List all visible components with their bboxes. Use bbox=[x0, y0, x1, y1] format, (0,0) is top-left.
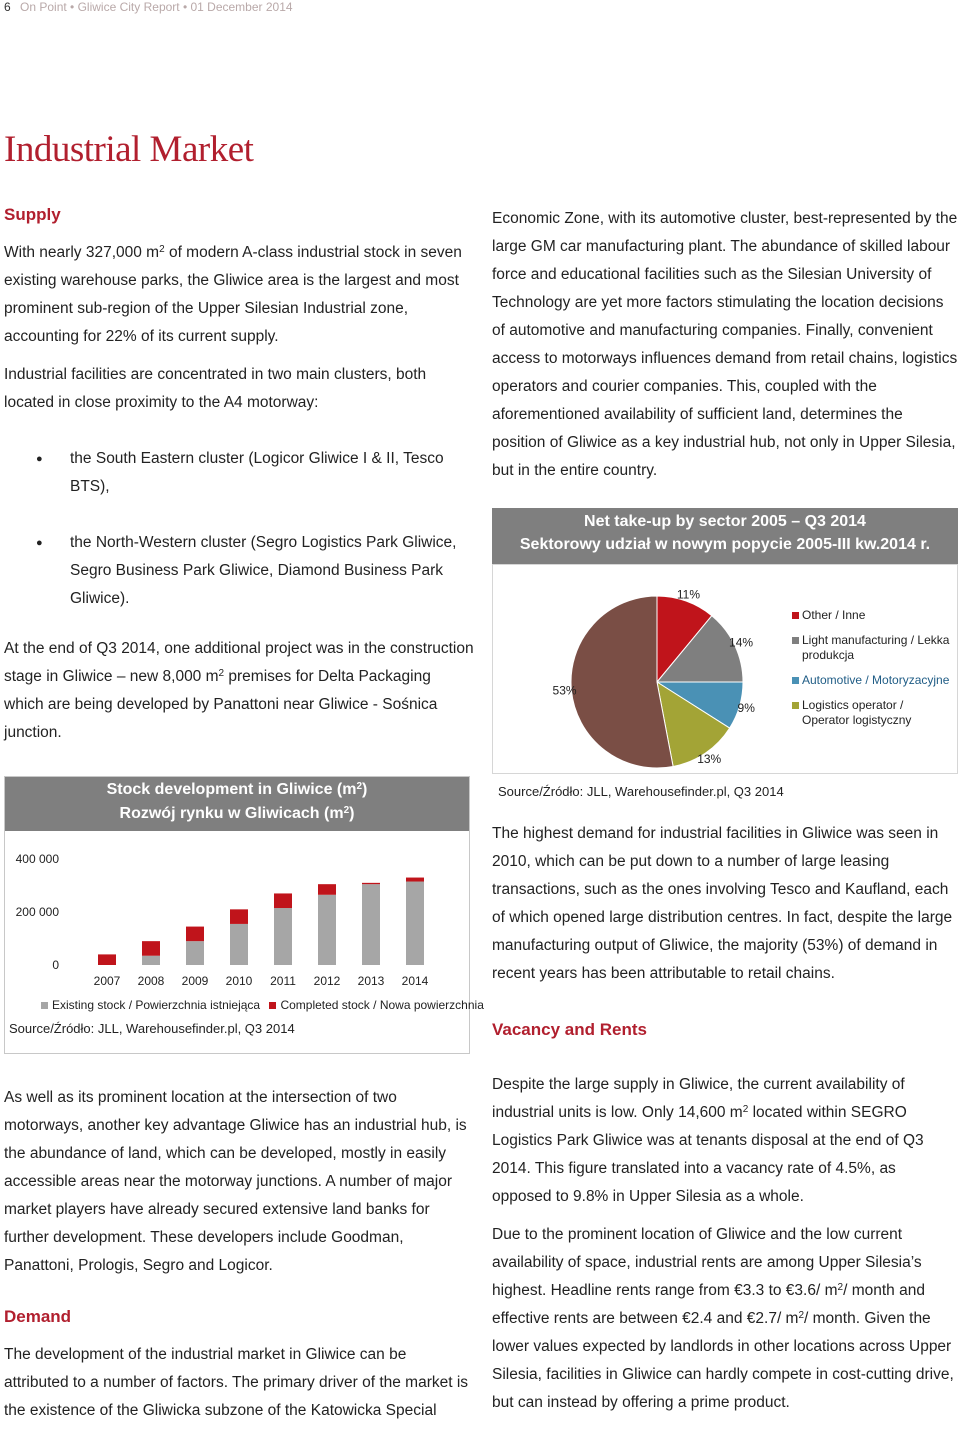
stock-chart-legend bbox=[41, 998, 484, 1012]
pie-slice-label: 11% bbox=[676, 587, 701, 602]
pie-chart-source: Source/Źródło: JLL, Warehousefinder.pl, Q3 2014 bbox=[498, 784, 784, 799]
pie-legend-text: Other / Inne bbox=[802, 608, 866, 622]
vacancy-text bbox=[492, 1071, 958, 1427]
land-paragraph: As well as its prominent location at the intersection of two motorways, another key advantage Gliwice has an industrial hub, is the abundance of land, which can be developed, mostly in easily accessible areas near the motorway junctions. A number of major market players have already secured extensive land banks for further development. These developers include Goodman, Panattoni, Prologis, Segro and Logicor. bbox=[4, 1089, 467, 1274]
pie-slice-label: 13% bbox=[697, 751, 722, 766]
y-tick-label: 400 000 bbox=[15, 852, 59, 866]
pie-chart-title-2: Sektorowy udział w nowym popycie 2005-III kw.2014 r. bbox=[519, 536, 931, 553]
bar-completed-stock bbox=[406, 878, 424, 882]
bar-existing-stock bbox=[406, 882, 424, 965]
x-tick-label: 2013 bbox=[357, 974, 385, 988]
pie-legend-text: produkcja bbox=[802, 648, 855, 662]
demand-text bbox=[4, 1341, 474, 1435]
takeup-pie-chart bbox=[492, 508, 958, 808]
demand-heading: Demand bbox=[4, 1307, 72, 1326]
x-tick-label: 2007 bbox=[93, 974, 121, 988]
list-item: ● the North-Western cluster (Segro Logistics Park Gliwice, Segro Business Park Gliwice, Diamond Business Park Gliwice). bbox=[4, 529, 474, 613]
pie-chart-title-1: Net take-up by sector 2005 – Q3 2014 bbox=[584, 513, 866, 530]
x-tick-label: 2009 bbox=[181, 974, 209, 988]
page-number: 6 bbox=[4, 0, 11, 14]
vacancy-heading: Vacancy and Rents bbox=[492, 1020, 647, 1039]
pie-slice-label: 53% bbox=[552, 683, 577, 698]
supply-paragraph-2: Industrial facilities are concentrated in two main clusters, both located in close proximity to the A4 motorway: bbox=[4, 366, 427, 411]
bullet-icon: ● bbox=[36, 537, 43, 549]
pie-chart-header bbox=[492, 508, 958, 564]
supply-text bbox=[4, 239, 474, 757]
legend-item-existing: Existing stock / Powierzchnia istniejąca bbox=[41, 998, 260, 1012]
y-tick-label: 0 bbox=[52, 958, 59, 972]
demand-analysis-paragraph: The highest demand for industrial facilities in Gliwice was seen in 2010, which can be put down to a number of large leasing transactions, such as the ones involving Tesco and Kaufland, each of which opened large distribution centres. In fact, despite the large manufacturing output of Gliwice, the majority (53%) of demand in recent years has been attributable to retail chains. bbox=[492, 825, 953, 982]
x-tick-label: 2011 bbox=[270, 974, 296, 988]
list-item: ● the South Eastern cluster (Logicor Gliwice I & II, Tesco BTS), bbox=[4, 445, 474, 501]
pie-slice-label: 9% bbox=[737, 700, 755, 715]
pie-legend-text: Light manufacturing / Lekka bbox=[802, 633, 950, 647]
economic-zone-text bbox=[492, 205, 958, 495]
supply-paragraph-3: At the end of Q3 2014, one additional project was in the construction stage in Gliwice – new 8,000 $m^2$ premises for Delta Packaging which are being developed by Panattoni near Gliwice - Sośnica junction. bbox=[4, 640, 474, 741]
x-tick-label: 2010 bbox=[225, 974, 253, 988]
pie-slice-label: 14% bbox=[729, 635, 754, 650]
x-tick-label: 2012 bbox=[313, 974, 341, 988]
bar-completed-stock bbox=[318, 884, 336, 895]
x-tick-label: 2008 bbox=[137, 974, 165, 988]
vacancy-paragraph-2: Due to the prominent location of Gliwice and the low current availability of space, industrial rents are among Upper Silesia’s highest. Headline rents range from €3.3 to €3.6/ $m^2/$ month and effective rents are between €2.4 and €2.7/ $m^2/$ month. Given the lower values expected by landlords in other locations across Upper Silesia, facilities in Gliwice can hardly compete in cost-cutting drive, but can instead by offering a prime product. bbox=[492, 1226, 954, 1411]
supply-paragraph-1: With nearly 327,000 $m^2$ of modern A-class industrial stock in seven existing warehouse parks, the Gliwice area is the largest and most prominent sub-region of the Upper Silesian Industrial zone, accounting for 22% of its current supply. bbox=[4, 244, 462, 345]
page-title: Industrial Market bbox=[4, 129, 254, 170]
bar-existing-stock bbox=[230, 924, 248, 965]
pie-legend-item bbox=[792, 608, 952, 623]
stock-chart-title-2: Rozwój rynku w Gliwicach $(m^2)$ bbox=[119, 805, 355, 822]
economic-zone-paragraph: Economic Zone, with its automotive cluster, best-represented by the large GM car manufacturing plant. The abundance of skilled labour force and educational facilities such as the Silesian University of Technology are yet more factors stimulating the location decisions of automotive and manufacturing companies. Finally, convenient access to motorways influences demand from retail chains, logistics operators and courier companies. This, coupled with the aforementioned availability of sufficient land, determines the position of Gliwice as a key industrial hub, not only in Upper Silesia, but in the entire country. bbox=[492, 210, 958, 479]
pie-slices bbox=[571, 596, 743, 768]
stock-chart-header bbox=[5, 777, 469, 831]
demand-analysis-text bbox=[492, 820, 958, 998]
bar-completed-stock bbox=[274, 893, 292, 908]
bullet-icon: ● bbox=[36, 453, 43, 465]
running-title: On Point • Gliwice City Report • 01 December 2014 bbox=[20, 0, 293, 14]
cluster-list bbox=[4, 445, 474, 613]
legend-swatch bbox=[792, 677, 799, 684]
pie-legend-text: Operator logistyczny bbox=[802, 713, 912, 727]
bar-completed-stock bbox=[142, 941, 160, 956]
pie-chart-legend bbox=[792, 608, 952, 738]
legend-swatch bbox=[41, 1002, 48, 1009]
bar-completed-stock bbox=[362, 883, 380, 884]
demand-paragraph: The development of the industrial market in Gliwice can be attributed to a number of factors. The primary driver of the market is the existence of the Gliwicka subzone of the Katowicka Special bbox=[4, 1346, 469, 1419]
bar-existing-stock bbox=[142, 956, 160, 965]
bar-completed-stock bbox=[186, 927, 204, 942]
bar-series bbox=[98, 878, 424, 965]
pie-legend-item bbox=[792, 673, 952, 688]
pie-legend-item bbox=[792, 633, 952, 663]
bar-existing-stock bbox=[274, 908, 292, 965]
bar-existing-stock bbox=[186, 941, 204, 965]
bar-completed-stock bbox=[98, 954, 116, 965]
stock-chart-source: Source/Źródło: JLL, Warehousefinder.pl, Q3 2014 bbox=[9, 1021, 295, 1036]
running-header bbox=[4, 0, 293, 14]
y-tick-label: 200 000 bbox=[15, 905, 59, 919]
legend-swatch bbox=[269, 1002, 276, 1009]
pie-legend-item bbox=[792, 698, 952, 728]
x-tick-label: 2014 bbox=[401, 974, 429, 988]
supply-heading: Supply bbox=[4, 205, 61, 224]
pie-legend-text: Logistics operator / bbox=[802, 698, 904, 712]
legend-item-completed: Completed stock / Nowa powierzchnia bbox=[269, 998, 483, 1012]
pie-legend-text: Automotive / Motoryzacyjne bbox=[802, 673, 950, 687]
bar-completed-stock bbox=[230, 909, 248, 924]
bar-existing-stock bbox=[318, 895, 336, 965]
stock-chart bbox=[4, 776, 484, 1054]
vacancy-paragraph-1: Despite the large supply in Gliwice, the current availability of industrial units is low. Only 14,600 $m^2$ located within SEGRO Logistics Park Gliwice was at tenants disposal at the end of Q3 2014. This figure translated into a vacancy rate of 4.5%, as opposed to 9.8% in Upper Silesia as a whole. bbox=[492, 1076, 924, 1205]
y-axis-labels bbox=[16, 852, 60, 972]
legend-swatch bbox=[792, 702, 799, 709]
x-axis-labels bbox=[94, 974, 429, 988]
land-text bbox=[4, 1084, 474, 1290]
stock-chart-plot bbox=[5, 831, 469, 996]
bar-existing-stock bbox=[362, 884, 380, 965]
stock-chart-title-1: Stock development in Gliwice $(m^2)$ bbox=[106, 781, 368, 798]
legend-swatch bbox=[792, 612, 799, 619]
legend-swatch bbox=[792, 637, 799, 644]
